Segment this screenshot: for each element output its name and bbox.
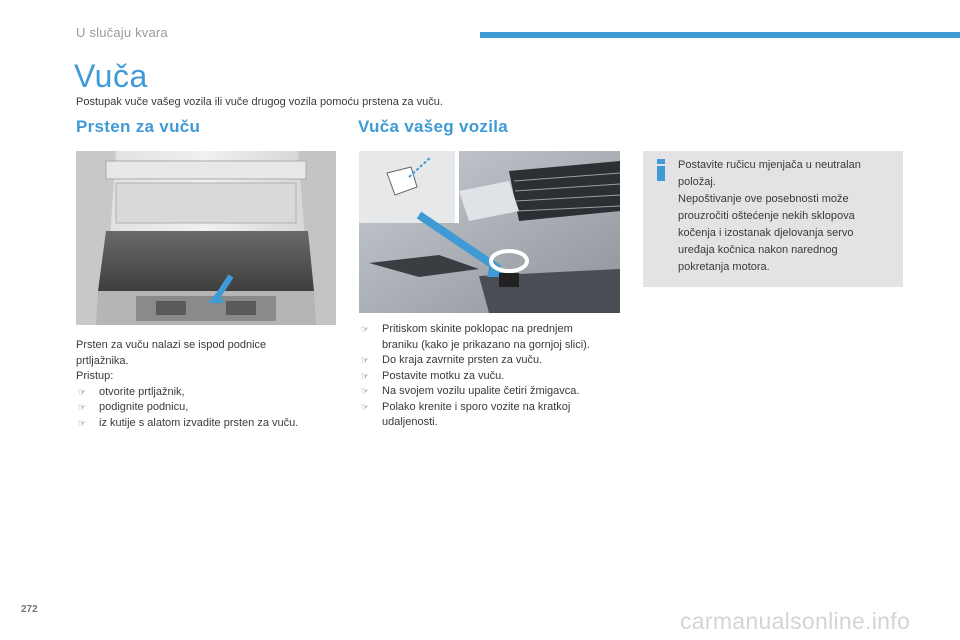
- arrow-bullet-icon: ☞: [78, 417, 87, 428]
- info-box: [643, 151, 903, 287]
- info-icon: [656, 159, 666, 181]
- section-label: U slučaju kvara: [76, 25, 168, 40]
- tow-ring-description: [76, 338, 346, 431]
- page-intro: Postupak vuče vašeg vozila ili vuče drugog vozila pomoću prstena za vuču.: [76, 96, 443, 108]
- info-text: Postavite ručicu mjenjača u neutralan položaj. Nepoštivanje ove posebnosti može prouzročiti oštećenje nekih sklopova kočenja i izostanak djelovanja servo uređaja kočnica nakon narednog pokretanja motora.: [678, 159, 861, 273]
- page-number: 272: [21, 604, 38, 615]
- text-line: Pristup:: [76, 370, 114, 382]
- page-title: Vuča: [74, 58, 148, 94]
- text-line: prtljažnika.: [76, 354, 129, 367]
- list-item: ☞ podignite podnicu,: [76, 400, 346, 416]
- list-item: ☞ Na svojem vozilu upalite četiri žmigavca.: [359, 384, 629, 400]
- list-item: ☞ otvorite prtljažnik,: [76, 385, 346, 401]
- front-bumper-tow-ring-photo: [359, 151, 620, 313]
- arrow-bullet-icon: ☞: [361, 386, 370, 396]
- list-item: ☞ Pritiskom skinite poklopac na prednjem braniku (kako je prikazano na gornjoj slici).: [361, 323, 590, 351]
- arrow-bullet-icon: ☞: [361, 324, 370, 334]
- trunk-floor-photo: [76, 151, 336, 325]
- text-line: Prsten za vuču nalazi se ispod podnice: [76, 339, 267, 351]
- list-item: ☞ Polako krenite i sporo vozite na kratkoj udaljenosti.: [361, 400, 571, 428]
- arrow-bullet-icon: ☞: [361, 355, 370, 365]
- towing-steps: [359, 322, 629, 431]
- heading-tow-ring: Prsten za vuču: [76, 117, 201, 136]
- arrow-bullet-icon: ☞: [78, 402, 87, 412]
- arrow-bullet-icon: ☞: [361, 370, 370, 381]
- list-item: ☞ Do kraja zavrnite prsten za vuču.: [359, 353, 629, 369]
- heading-towing-your-vehicle: Vuča vašeg vozila: [358, 117, 508, 136]
- list-item: ☞ Postavite motku za vuču.: [359, 369, 629, 385]
- list-item: ☞ iz kutije s alatom izvadite prsten za vuču.: [76, 416, 346, 432]
- arrow-bullet-icon: ☞: [78, 386, 87, 397]
- watermark: carmanualsonline.info: [680, 608, 911, 634]
- header-accent-bar: [480, 32, 960, 38]
- arrow-bullet-icon: ☞: [361, 401, 370, 412]
